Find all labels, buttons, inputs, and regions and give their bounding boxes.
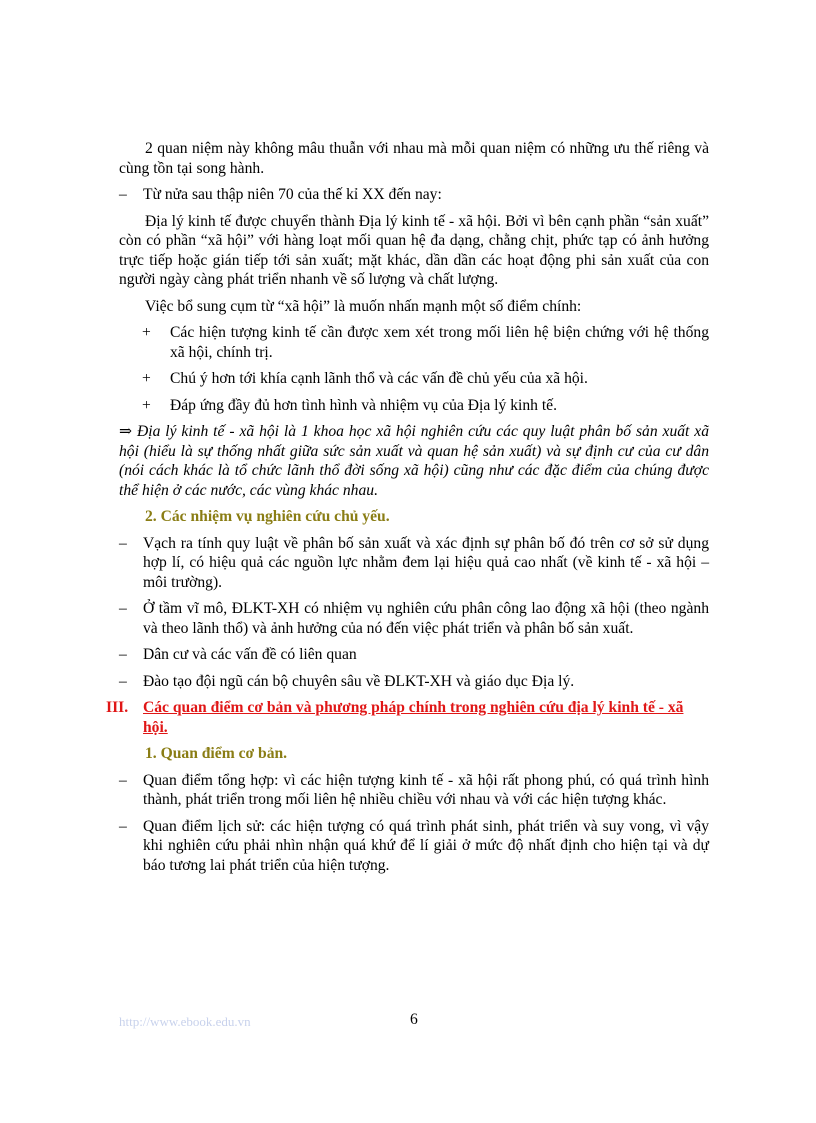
- dash-marker: –: [119, 646, 127, 663]
- task-item-3: [119, 645, 709, 665]
- plus-marker: +: [142, 324, 151, 341]
- task-text: Ở tầm vĩ mô, ĐLKT-XH có nhiệm vụ nghiên cứu phân công lao động xã hội (theo ngành và theo lãnh thổ) và ảnh hưởng của nó đến việc phát triển và phân bố sản xuất.: [143, 600, 709, 637]
- paragraph-emphasis-intro: Việc bổ sung cụm từ “xã hội” là muốn nhấn mạnh một số điểm chính:: [145, 297, 582, 315]
- dash-marker: –: [119, 186, 127, 203]
- task-text: Vạch ra tính quy luật về phân bố sản xuất và xác định sự phân bố đó trên cơ sở sử dụng hợp lí, có hiệu quả các nguồn lực nhằm đem lại hiệu quả cao nhất (về kinh tế - xã hội – môi trường).: [143, 534, 709, 591]
- subheading-basic-views: 1. Quan điểm cơ bản.: [145, 745, 288, 762]
- task-text: Đào tạo đội ngũ cán bộ chuyên sâu về ĐLKT-XH và giáo dục Địa lý.: [143, 672, 575, 690]
- task-item-4: [119, 672, 709, 692]
- dash-marker: –: [119, 600, 127, 617]
- plus-marker: +: [142, 396, 151, 414]
- task-item-1: [119, 534, 709, 593]
- view-item-1: [119, 771, 709, 810]
- dash-item-timeline: [119, 185, 709, 205]
- section-heading-iii: [106, 698, 709, 737]
- view-text: Quan điểm tổng hợp: vì các hiện tượng kinh tế - xã hội rất phong phú, có quá trình hình thành, phát triển trong mối liên hệ nhiều chiều với nhau và với các hiện tượng khác.: [143, 771, 709, 808]
- plus-marker: +: [142, 370, 151, 387]
- plus-item-1: [119, 323, 709, 362]
- view-text: Quan điểm lịch sử: các hiện tượng có quá trình phát sinh, phát triển và suy vong, vì vậy khi nghiên cứu phải nhìn nhận quá khứ để lí giải ở mức độ nhất định cho hiện tại và dự báo tương lai phát triển của hiện tượng.: [143, 817, 709, 874]
- plus-item-text: Đáp ứng đầy đủ hơn tình hình và nhiệm vụ của Địa lý kinh tế.: [170, 396, 557, 414]
- dash-marker: –: [119, 672, 127, 690]
- plus-item-text: Các hiện tượng kinh tế cần được xem xét trong mối liên hệ biện chứng với hệ thống xã hội, chính trị.: [170, 324, 709, 361]
- paragraph-intro: 2 quan niệm này không mâu thuẫn với nhau mà mỗi quan niệm có những ưu thế riêng và cùng tồn tại song hành.: [119, 140, 709, 177]
- plus-item-text: Chú ý hơn tới khía cạnh lãnh thổ và các vấn đề chủ yếu của xã hội.: [170, 370, 588, 387]
- plus-item-3: [119, 396, 709, 416]
- view-item-2: [119, 817, 709, 876]
- section-heading-text: Các quan điểm cơ bản và phương pháp chính trong nghiên cứu địa lý kinh tế - xã hội.: [143, 699, 684, 736]
- footer-url: http://www.ebook.edu.vn: [119, 1014, 251, 1029]
- dash-marker: –: [119, 771, 127, 789]
- page-content: [106, 139, 709, 882]
- dash-marker: –: [119, 534, 127, 552]
- plus-item-2: [119, 369, 709, 389]
- section-roman-numeral: III.: [106, 699, 129, 716]
- page-number: 6: [410, 1011, 418, 1028]
- conclusion-definition: ⇒ Địa lý kinh tế - xã hội là 1 khoa học xã hội nghiên cứu các quy luật phân bố sản xuất xã hội (hiểu là sự thống nhất giữa sức sản xuất và quan hệ sản xuất) và sự định cư của cư dân (nói cách khác là tổ chức lãnh thổ đời sống xã hội) cũng như các đặc điểm của chúng được thể hiện ở các nước, các vùng khác nhau.: [119, 423, 709, 499]
- task-item-2: [119, 599, 709, 638]
- task-text: Dân cư và các vấn đề có liên quan: [143, 646, 357, 663]
- subheading-research-tasks: 2. Các nhiệm vụ nghiên cứu chủ yếu.: [145, 508, 390, 525]
- paragraph-definition-change: Địa lý kinh tế được chuyển thành Địa lý kinh tế - xã hội. Bởi vì bên cạnh phần “sản xuất” còn có phần “xã hội” với hàng loạt mối quan hệ đa dạng, chằng chịt, phức tạp có ảnh hưởng trực tiếp hoặc gián tiếp tới sản xuất; mặt khác, dần dần các hoạt động phi sản xuất của con người ngày càng phát triển nhanh về số lượng và chất lượng.: [119, 212, 709, 288]
- dash-item-text: Từ nửa sau thập niên 70 của thế kỉ XX đến nay:: [143, 186, 442, 203]
- dash-marker: –: [119, 817, 127, 835]
